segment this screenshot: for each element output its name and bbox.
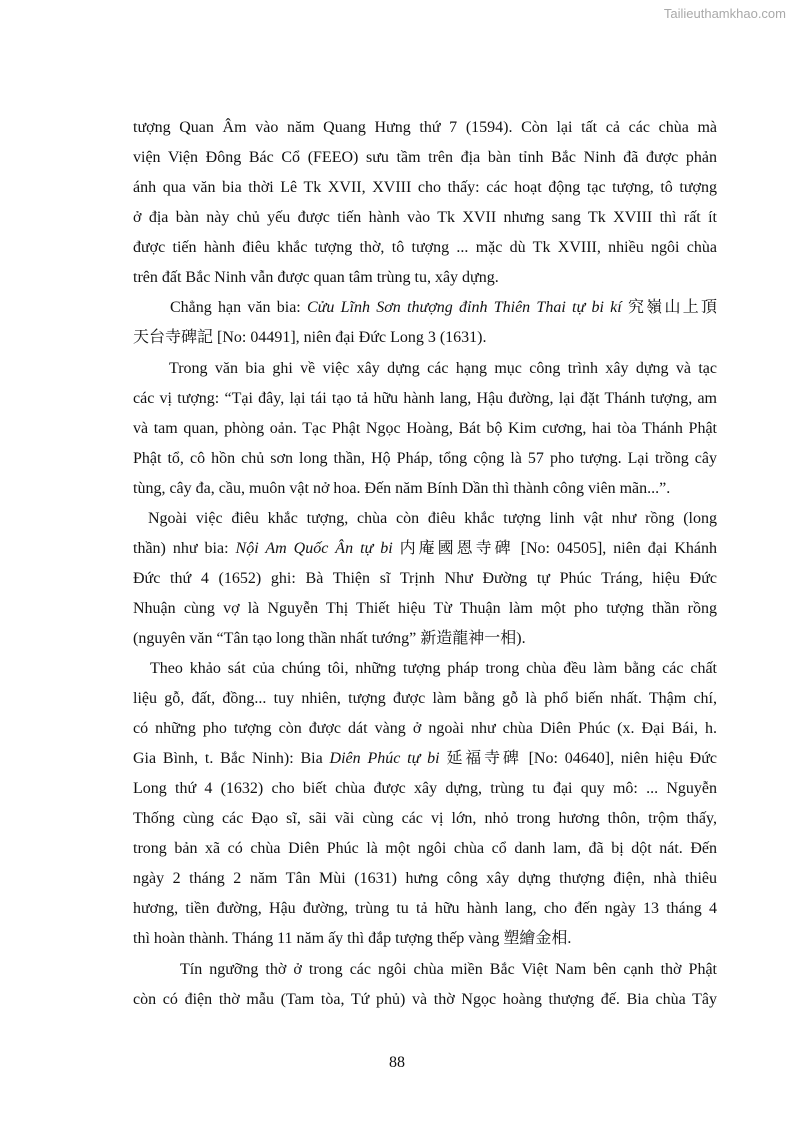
body-text <box>133 113 717 1015</box>
text-line: hương, tiền đường, Hậu đường, trùng tu tả hữu hành lang, cho đến ngày 13 tháng 4 <box>133 900 717 917</box>
text-line: Ngoài việc điêu khắc tượng, chùa còn điêu khắc tượng linh vật như rồng (long <box>148 510 717 527</box>
text-run: thần) như bia: <box>133 540 236 557</box>
text-line: ở địa bàn này chủ yếu được tiến hành vào Tk XVII nhưng sang Tk XVIII thì rất ít <box>133 209 717 226</box>
page-number: 88 <box>389 1054 405 1071</box>
text-run: Chẳng hạn văn bia: <box>170 299 307 316</box>
inscription-title: Diên Phúc tự bi <box>329 750 440 767</box>
text-line: trong bản xã có chùa Diên Phúc là một ngôi chùa cổ danh lam, đã bị dột nát. Đến <box>133 840 717 857</box>
text-line: Long thứ 4 (1632) cho biết chùa được xây dựng, trùng tu đại quy mô: ... Nguyễn <box>133 780 717 797</box>
text-line: Tín ngưỡng thờ ở trong các ngôi chùa miền Bắc Việt Nam bên cạnh thờ Phật <box>180 961 717 978</box>
text-run: 延福寺碑 [No: 04640], niên hiệu Đức <box>439 750 717 767</box>
text-run: 内庵國恩寺碑 [No: 04505], niên đại Khánh <box>392 540 717 557</box>
text-run: Gia Bình, t. Bắc Ninh): Bia <box>133 750 330 767</box>
text-line: liệu gỗ, đất, đồng... tuy nhiên, tượng được làm bằng gỗ là phổ biến nhất. Thậm chí, <box>133 690 717 707</box>
text-line: và tam quan, phòng oản. Tạc Phật Ngọc Hoàng, Bát bộ Kim cương, hai tòa Thánh Phật <box>133 420 717 437</box>
text-line: trên đất Bắc Ninh vẫn được quan tâm trùng tu, xây dựng. <box>133 269 499 286</box>
text-line: (nguyên văn “Tân tạo long thần nhất tướng” 新造龍神一相). <box>133 630 526 647</box>
text-line: tùng, cây đa, cầu, muôn vật nở hoa. Đến năm Bính Dần thì thành công viên mãn...”. <box>133 480 671 497</box>
text-line: Theo khảo sát của chúng tôi, những tượng pháp trong chùa đều làm bằng các chất <box>150 660 717 677</box>
text-line: ngày 2 tháng 2 năm Tân Mùi (1631) hưng công xây dựng thượng điện, nhà thiêu <box>133 870 717 887</box>
text-line: Phật tổ, cô hồn chủ sơn long thần, Hộ Pháp, tổng cộng là 57 pho tượng. Lại trồng cây <box>133 450 717 467</box>
text-line <box>133 534 717 564</box>
text-line: có những pho tượng còn được dát vàng ở ngoài như chùa Diên Phúc (x. Đại Bái, h. <box>133 720 717 737</box>
text-line: Đức thứ 4 (1652) ghi: Bà Thiện sĩ Trịnh Như Đường tự Phúc Tráng, hiệu Đức <box>133 570 717 587</box>
text-line: Trong văn bia ghi về việc xây dựng các hạng mục công trình xây dựng và tạc <box>169 360 717 377</box>
text-line: Thống cùng các Đạo sĩ, sãi vãi cùng các vị lớn, nhỏ trong hương thôn, trộm thấy, <box>133 810 717 827</box>
text-line: được tiến hành điêu khắc tượng thờ, tô tượng ... mặc dù Tk XVIII, nhiều ngôi chùa <box>133 239 717 256</box>
inscription-title: Nội Am Quốc Ân tự bi <box>235 540 393 557</box>
text-run: 究嶺山上頂 <box>621 299 717 316</box>
text-line: thì hoàn thành. Tháng 11 năm ấy thì đắp tượng thếp vàng 塑繪金相. <box>133 930 572 947</box>
text-line <box>133 293 717 323</box>
text-line: các vị tượng: “Tại đây, lại tái tạo tả hữu hành lang, Hậu đường, lại đặt Thánh tượng, am <box>133 390 717 407</box>
text-line: Nhuận cùng vợ là Nguyễn Thị Thiết hiệu Từ Thuận làm một pho tượng thần rồng <box>133 600 717 617</box>
text-line <box>133 744 717 774</box>
text-line: 天台寺碑記 [No: 04491], niên đại Đức Long 3 (1631). <box>133 329 487 346</box>
inscription-title: Cửu Lĩnh Sơn thượng đỉnh Thiên Thai tự bi kí <box>307 299 622 316</box>
text-line: viện Viện Đông Bác Cổ (FEEO) sưu tầm trên địa bàn tỉnh Bắc Ninh đã được phản <box>133 149 717 166</box>
text-line: ánh qua văn bia thời Lê Tk XVII, XVIII cho thấy: các hoạt động tạc tượng, tô tượng <box>133 179 717 196</box>
text-line: còn có điện thờ mẫu (Tam tòa, Tứ phủ) và thờ Ngọc hoàng thượng đế. Bia chùa Tây <box>133 991 717 1008</box>
watermark: Tailieuthamkhao.com <box>663 6 786 21</box>
text-line: tượng Quan Âm vào năm Quang Hưng thứ 7 (1594). Còn lại tất cả các chùa mà <box>133 119 717 136</box>
